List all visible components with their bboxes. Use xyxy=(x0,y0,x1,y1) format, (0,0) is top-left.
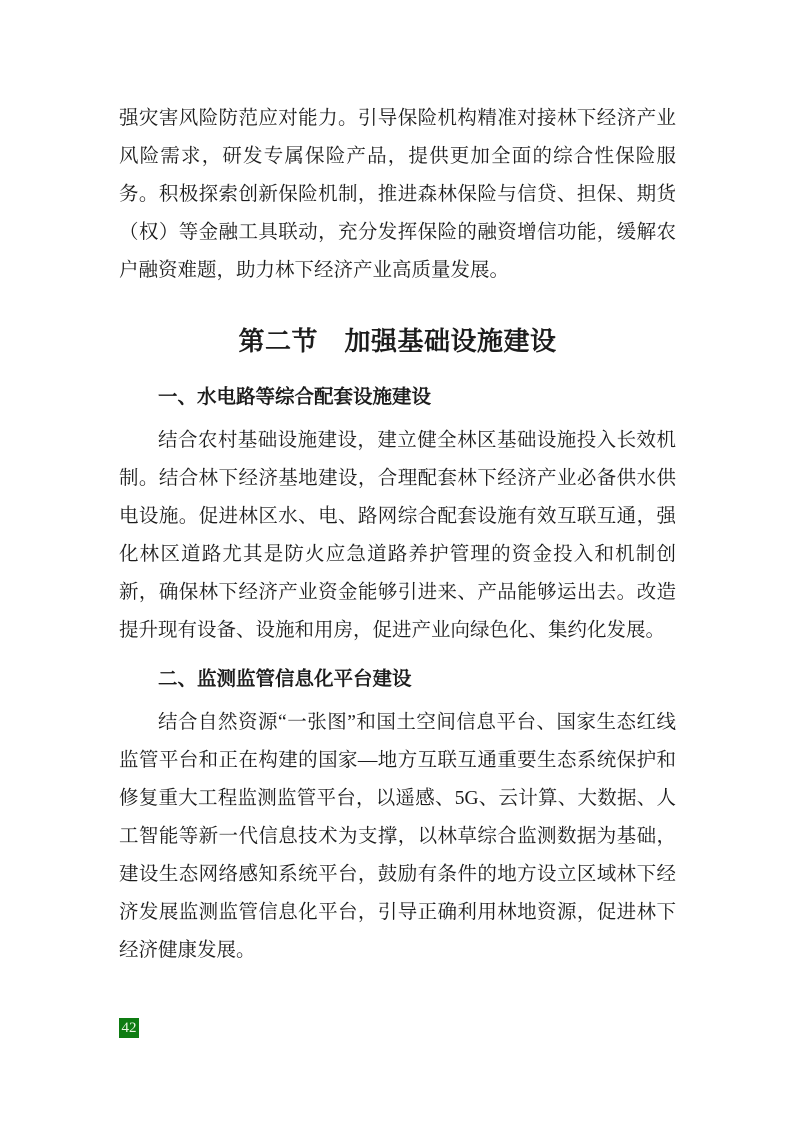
page-number-badge: 42 xyxy=(119,1018,139,1038)
section-title: 第二节 加强基础设施建设 xyxy=(238,327,557,356)
subsection-body-1: 结合农村基础设施建设，建立健全林区基础设施投入长效机制。结合林下经济基地建设，合理配套林下经济产业必备供水供电设施。促进林区水、电、路网综合配套设施有效互联互通，强化林区道路尤其是防火应急道路养护管理的资金投入和机制创新，确保林下经济产业资金能够引进来、产品能够运出去。改造提升现有设备、设施和用房，促进产业向绿色化、集约化发展。 xyxy=(119,430,676,641)
subsection-heading-1: 一、水电路等综合配套设施建设 xyxy=(158,386,432,408)
subsection-body-2: 结合自然资源“一张图”和国土空间信息平台、国家生态红线监管平台和正在构建的国家—地方互联互通重要生态系统保护和修复重大工程监测监管平台，以遥感、5G、云计算、大数据、人工智能等新一代信息技术为支撑，以林草综合监测数据为基础，建设生态网络感知系统平台，鼓励有条件的地方设立区域林下经济发展监测监管信息化平台，引导正确利用林地资源，促进林下经济健康发展。 xyxy=(119,712,676,961)
subsection-heading-2: 二、监测监管信息化平台建设 xyxy=(158,668,412,690)
intro-paragraph: 强灾害风险防范应对能力。引导保险机构精准对接林下经济产业风险需求，研发专属保险产品，提供更加全面的综合性保险服务。积极探索创新保险机制，推进森林保险与信贷、担保、期货（权）等金融工具联动，充分发挥保险的融资增信功能，缓解农户融资难题，助力林下经济产业高质量发展。 xyxy=(119,108,676,281)
document-body xyxy=(119,100,676,970)
